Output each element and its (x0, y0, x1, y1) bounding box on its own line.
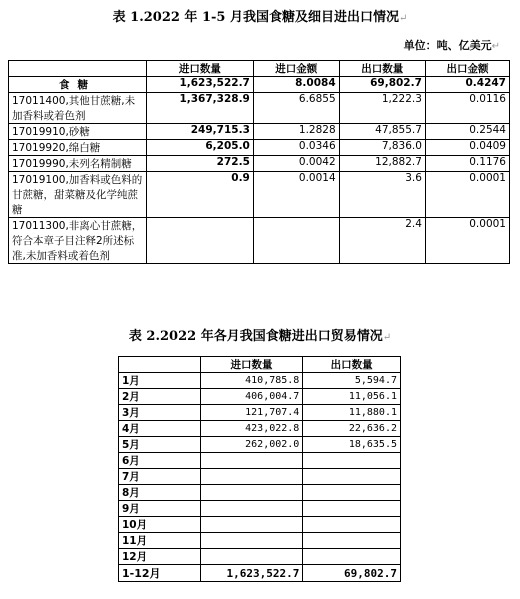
table-row (119, 405, 401, 421)
row-export-amt: 0.0116 (425, 93, 509, 124)
month-export-qty: 5,594.7 (303, 373, 401, 389)
row-import-qty: 249,715.3 (146, 124, 253, 140)
month-export-qty (303, 501, 401, 517)
row-import-qty: 6,205.0 (146, 140, 253, 156)
table-row (119, 453, 401, 469)
row-name: 17019920,绵白糖 (9, 140, 147, 156)
month-import-qty: 423,022.8 (200, 421, 303, 437)
table-row (119, 389, 401, 405)
month-label: 1月 (119, 373, 201, 389)
month-export-qty: 11,056.1 (303, 389, 401, 405)
table-row (119, 373, 401, 389)
month-import-qty (200, 517, 303, 533)
month-label: 9月 (119, 501, 201, 517)
table2-header-blank (119, 357, 201, 373)
total-import-qty: 1,623,522.7 (200, 565, 303, 582)
table1-title (0, 6, 520, 25)
table2-total-row (119, 565, 401, 582)
table1 (8, 60, 510, 264)
table-row (9, 93, 510, 124)
month-export-qty: 11,880.1 (303, 405, 401, 421)
month-import-qty (200, 501, 303, 517)
row-import-amt (253, 218, 339, 264)
row-export-qty: 47,855.7 (339, 124, 425, 140)
month-export-qty (303, 533, 401, 549)
unit-label (404, 37, 500, 53)
row-export-amt: 0.0001 (425, 172, 509, 218)
row-export-amt: 0.0409 (425, 140, 509, 156)
month-export-qty (303, 549, 401, 565)
row-export-qty: 1,222.3 (339, 93, 425, 124)
month-import-qty (200, 549, 303, 565)
table-row (119, 517, 401, 533)
table2-title-text: 表 2.2022 年各月我国食糖进出口贸易情况 (128, 329, 383, 344)
summary-export-amt: 0.4247 (425, 77, 509, 93)
month-import-qty (200, 453, 303, 469)
table-row (9, 218, 510, 264)
row-export-amt: 0.0001 (425, 218, 509, 264)
summary-import-amt: 8.0084 (253, 77, 339, 93)
table1-header-export-amt: 出口金额 (425, 61, 509, 77)
table2-header-export-qty: 出口数量 (303, 357, 401, 373)
table-row (9, 140, 510, 156)
row-import-qty: 1,367,328.9 (146, 93, 253, 124)
month-import-qty: 121,707.4 (200, 405, 303, 421)
table-row (119, 469, 401, 485)
table1-header-blank (9, 61, 147, 77)
summary-export-qty: 69,802.7 (339, 77, 425, 93)
month-export-qty (303, 469, 401, 485)
month-import-qty: 262,002.0 (200, 437, 303, 453)
paragraph-mark-icon: ↵ (382, 332, 392, 343)
table1-header-export-qty: 出口数量 (339, 61, 425, 77)
table-row (119, 421, 401, 437)
table2-title (0, 325, 520, 344)
table-row (9, 124, 510, 140)
table1-summary-row (9, 77, 510, 93)
table-row (9, 156, 510, 172)
row-name: 17011400,其他甘蔗糖,未加香料或着色剂 (9, 93, 147, 124)
row-export-qty: 3.6 (339, 172, 425, 218)
row-export-qty: 7,836.0 (339, 140, 425, 156)
summary-import-qty: 1,623,522.7 (146, 77, 253, 93)
row-import-qty (146, 218, 253, 264)
table1-header-import-amt: 进口金额 (253, 61, 339, 77)
table-row (119, 485, 401, 501)
row-export-amt: 0.1176 (425, 156, 509, 172)
table-row (119, 533, 401, 549)
month-import-qty (200, 469, 303, 485)
month-export-qty: 18,635.5 (303, 437, 401, 453)
row-import-amt: 0.0014 (253, 172, 339, 218)
row-export-qty: 12,882.7 (339, 156, 425, 172)
month-import-qty: 410,785.8 (200, 373, 303, 389)
row-import-qty: 272.5 (146, 156, 253, 172)
unit-text: 单位：吨、亿美元 (403, 39, 492, 52)
month-label: 7月 (119, 469, 201, 485)
month-label: 6月 (119, 453, 201, 469)
paragraph-mark-icon: ↵ (398, 13, 408, 24)
table2-header-row (119, 357, 401, 373)
row-import-amt: 0.0042 (253, 156, 339, 172)
row-import-qty: 0.9 (146, 172, 253, 218)
month-export-qty (303, 517, 401, 533)
table1-header-row (9, 61, 510, 77)
table-row (119, 437, 401, 453)
month-label: 12月 (119, 549, 201, 565)
month-import-qty (200, 533, 303, 549)
table-row (119, 549, 401, 565)
month-export-qty (303, 453, 401, 469)
table2 (118, 356, 401, 582)
table-row (119, 501, 401, 517)
month-import-qty (200, 485, 303, 501)
row-name: 17019990,未列名精制糖 (9, 156, 147, 172)
row-export-qty: 2.4 (339, 218, 425, 264)
month-label: 5月 (119, 437, 201, 453)
total-label: 1-12月 (119, 565, 201, 582)
total-export-qty: 69,802.7 (303, 565, 401, 582)
summary-name: 食糖 (9, 77, 147, 93)
row-export-amt: 0.2544 (425, 124, 509, 140)
row-name: 17019100,加香料或色料的甘蔗糖，甜菜糖及化学纯蔗糖 (9, 172, 147, 218)
row-import-amt: 1.2828 (253, 124, 339, 140)
row-name: 17011300,非离心甘蔗糖，符合本章子目注释2所述标准,未加香料或着色剂 (9, 218, 147, 264)
table-row (9, 172, 510, 218)
paragraph-mark-icon: ↵ (491, 41, 500, 52)
table1-header-import-qty: 进口数量 (146, 61, 253, 77)
month-label: 11月 (119, 533, 201, 549)
month-import-qty: 406,004.7 (200, 389, 303, 405)
month-export-qty (303, 485, 401, 501)
month-label: 4月 (119, 421, 201, 437)
row-import-amt: 0.0346 (253, 140, 339, 156)
table2-header-import-qty: 进口数量 (200, 357, 303, 373)
month-label: 3月 (119, 405, 201, 421)
row-name: 17019910,砂糖 (9, 124, 147, 140)
month-label: 8月 (119, 485, 201, 501)
table1-title-text: 表 1.2022 年 1-5 月我国食糖及细目进出口情况 (112, 10, 399, 25)
month-label: 10月 (119, 517, 201, 533)
row-import-amt: 6.6855 (253, 93, 339, 124)
month-export-qty: 22,636.2 (303, 421, 401, 437)
month-label: 2月 (119, 389, 201, 405)
